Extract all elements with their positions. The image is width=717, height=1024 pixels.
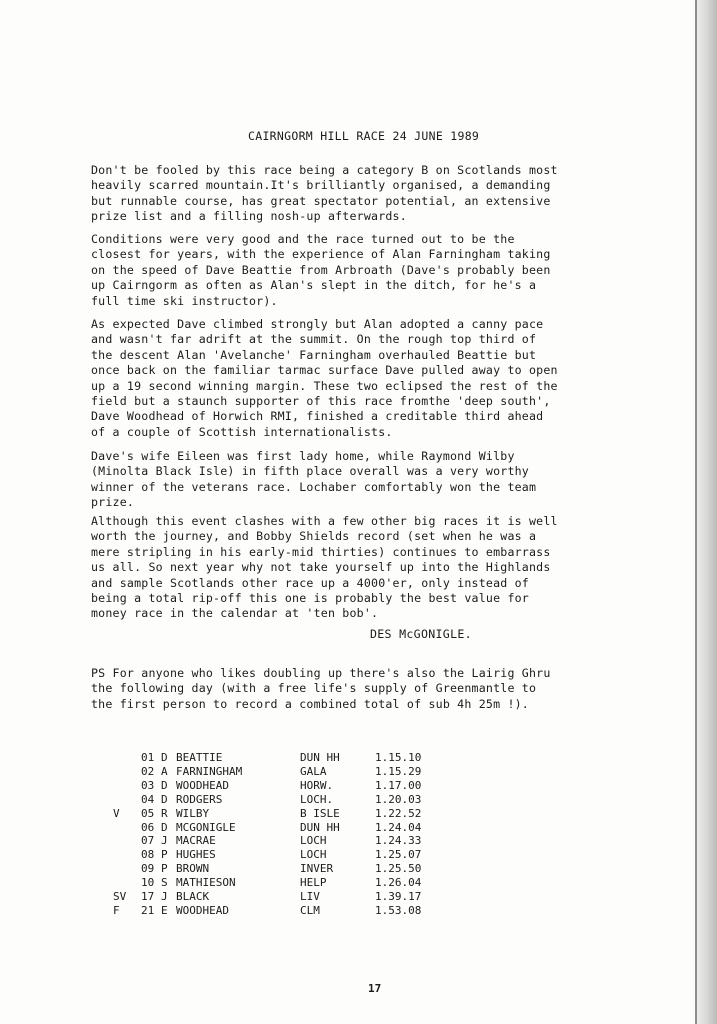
result-flag	[113, 862, 141, 876]
author-signature: DES McGONIGLE.	[370, 627, 472, 641]
result-initial: D	[161, 778, 168, 792]
result-flag	[113, 793, 141, 807]
result-club: GALA	[300, 764, 327, 778]
page-title: CAIRNGORM HILL RACE 24 JUNE 1989	[248, 129, 480, 143]
result-flag: F	[113, 903, 120, 917]
result-name: BROWN	[176, 862, 210, 876]
result-club: LOCH	[300, 848, 327, 862]
result-position: 07	[141, 834, 155, 848]
paragraph-postscript: PS For anyone who likes doubling up there's also the Lairig Ghru the following day (with a free life's supply of Greenmantle to the first person to record a combined total of sub 4h 25m !).	[91, 666, 551, 711]
result-position: 21	[141, 903, 155, 917]
result-time: 1.26.04	[375, 876, 422, 890]
result-name: BLACK	[176, 890, 210, 904]
result-time: 1.25.50	[375, 862, 422, 876]
result-name: WOODHEAD	[176, 903, 229, 917]
result-club: HORW.	[300, 778, 334, 792]
result-initial: D	[161, 792, 168, 806]
result-name: WOODHEAD	[176, 778, 229, 792]
result-flag: SV	[113, 890, 127, 904]
table-row	[113, 751, 445, 765]
table-row	[113, 890, 445, 904]
result-position: 10	[141, 876, 155, 890]
paragraph-race-report: As expected Dave climbed strongly but Alan adopted a canny pace and wasn't far adrift at the summit. On the rough top third of the descent Alan 'Avelanche' Farningham overhauled Beattie but once back on the familiar tarmac surface Dave pulled away to open up a 19 second winning margin. These two eclipsed the rest of the field but a staunch supporter of this race fromthe 'deep south', Dave Woodhead of Horwich RMI, finished a creditable third ahead of a couple of Scottish internationalists.	[91, 317, 558, 439]
result-name: FARNINGHAM	[176, 764, 243, 778]
result-initial: D	[161, 820, 168, 834]
result-time: 1.17.00	[375, 778, 422, 792]
result-position: 06	[141, 820, 155, 834]
result-name: MATHIESON	[176, 876, 236, 890]
result-club: HELP	[300, 876, 327, 890]
result-flag	[113, 765, 141, 779]
result-time: 1.15.29	[375, 764, 422, 778]
result-time: 1.53.08	[375, 903, 422, 917]
result-initial: E	[161, 903, 168, 917]
result-name: HUGHES	[176, 848, 216, 862]
result-position: 17	[141, 890, 155, 904]
result-flag: V	[113, 806, 120, 820]
paragraph-intro: Don't be fooled by this race being a category B on Scotlands most heavily scarred mountain.It's brilliantly organised, a demanding but runnable course, has great spectator potential, an extensive prize list and a filling nosh-up afterwards.	[91, 163, 558, 224]
result-flag	[113, 848, 141, 862]
result-flag	[113, 834, 141, 848]
result-name: MACRAE	[176, 834, 216, 848]
table-row	[113, 807, 445, 821]
result-club: LOCH	[300, 834, 327, 848]
paragraph-winners: Dave's wife Eileen was first lady home, while Raymond Wilby (Minolta Black Isle) in fifth place overall was a very worthy winner of the veterans race. Lochaber comfortably won the team prize.	[91, 449, 537, 510]
result-time: 1.24.04	[375, 820, 422, 834]
result-club: CLM	[300, 903, 320, 917]
result-flag	[113, 751, 141, 765]
result-initial: S	[161, 876, 168, 890]
paragraph-conditions: Conditions were very good and the race turned out to be the closest for years, with the experience of Alan Farningham taking on the speed of Dave Beattie from Arbroath (Dave's probably been up Cairngorm as often as Alan's slept in the ditch, for he's a full time ski instructor).	[91, 232, 551, 308]
table-row	[113, 821, 445, 835]
result-flag	[113, 821, 141, 835]
result-time: 1.25.07	[375, 848, 422, 862]
result-initial: R	[161, 806, 168, 820]
result-club: B ISLE	[300, 806, 340, 820]
table-row	[113, 904, 445, 918]
table-row	[113, 848, 445, 862]
result-time: 1.15.10	[375, 751, 422, 764]
table-row	[113, 779, 445, 793]
page-edge	[695, 0, 717, 1024]
result-time: 1.24.33	[375, 834, 422, 848]
result-club: INVER	[300, 862, 334, 876]
result-initial: D	[161, 751, 168, 764]
result-position: 01	[141, 751, 155, 764]
result-initial: P	[161, 862, 168, 876]
result-name: MCGONIGLE	[176, 820, 236, 834]
result-name: RODGERS	[176, 792, 223, 806]
table-row	[113, 765, 445, 779]
result-initial: J	[161, 890, 168, 904]
table-row	[113, 834, 445, 848]
result-flag	[113, 876, 141, 890]
page-number: 17	[368, 982, 382, 995]
result-club: DUN HH	[300, 820, 340, 834]
result-time: 1.39.17	[375, 890, 422, 904]
table-row	[113, 862, 445, 876]
result-position: 04	[141, 792, 155, 806]
results-table	[113, 751, 445, 918]
result-position: 09	[141, 862, 155, 876]
result-position: 08	[141, 848, 155, 862]
result-initial: A	[161, 764, 168, 778]
page-edge-line	[695, 0, 697, 1024]
paragraph-recommendation: Although this event clashes with a few other big races it is well worth the journey, and Bobby Shields record (set when he was a mere stripling in his early-mid thirties) continues to embarrass us all. So next year why not take yourself up into the Highlands and sample Scotlands other race up a 4000'er, only instead of being a total rip-off this one is probably the best value for money race in the calendar at 'ten bob'.	[91, 514, 558, 621]
result-initial: J	[161, 834, 168, 848]
result-time: 1.22.52	[375, 806, 422, 820]
result-club: LOCH.	[300, 792, 334, 806]
result-club: DUN HH	[300, 751, 340, 764]
result-position: 02	[141, 764, 155, 778]
result-initial: P	[161, 848, 168, 862]
result-time: 1.20.03	[375, 792, 422, 806]
result-club: LIV	[300, 890, 320, 904]
table-row	[113, 876, 445, 890]
result-position: 03	[141, 778, 155, 792]
table-row	[113, 793, 445, 807]
result-name: BEATTIE	[176, 751, 223, 764]
result-flag	[113, 779, 141, 793]
result-name: WILBY	[176, 806, 210, 820]
result-position: 05	[141, 806, 155, 820]
